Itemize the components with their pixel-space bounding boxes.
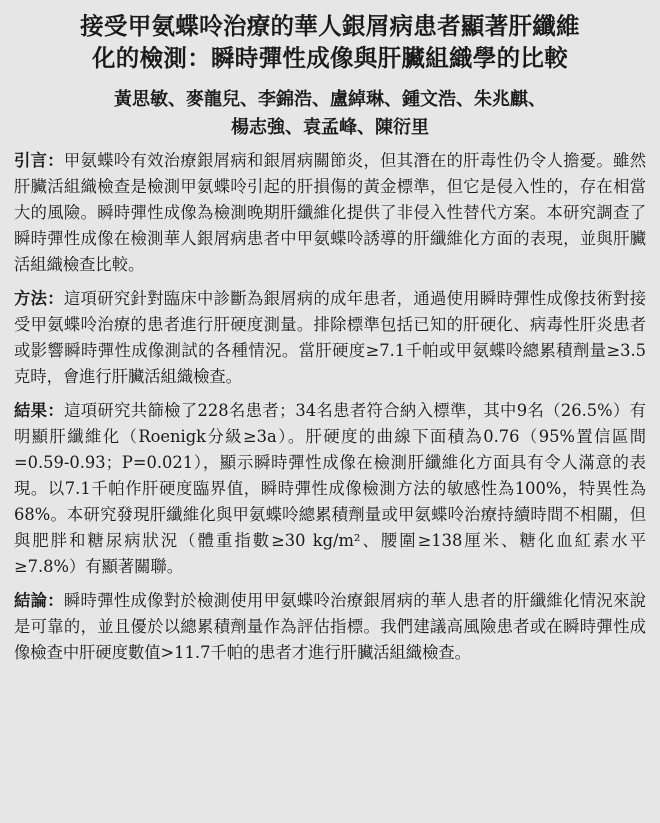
article-title-line-1: 接受甲氨蝶呤治療的華人銀屑病患者顯著肝纖維: [80, 12, 580, 40]
results-section: [14, 398, 646, 580]
introduction-section: [14, 148, 646, 278]
results-text: 這項研究共篩檢了228名患者；34名患者符合納入標準，其中9名（26.5%）有明顯肝纖維化（Roenigk分級≥3a）。肝硬度的曲線下面積為0.76（95%置信區間=0.59-0.93；P=0.021），顯示瞬時彈性成像在檢測肝纖維化方面具有令人滿意的表現。以7.1千帕作肝硬度臨界值，瞬時彈性成像檢測方法的敏感性為100%，特異性為68%。本研究發現肝纖維化與甲氨蝶呤總累積劑量或甲氨蝶呤治療持續時間不相關，但與肥胖和糖尿病狀況（體重指數≥30 kg/m²、腰圍≥138厘米、糖化血紅素水平≥7.8%）有顯著關聯。: [14, 401, 646, 576]
author-list: [14, 86, 646, 142]
methods-label: 方法：: [14, 289, 64, 308]
article-title: [14, 10, 646, 74]
methods-section: [14, 286, 646, 390]
author-list-line-2: 楊志強、袁孟峰、陳衍里: [231, 117, 429, 138]
introduction-label: 引言：: [14, 151, 64, 170]
results-label: 結果：: [14, 401, 65, 420]
conclusion-text: 瞬時彈性成像對於檢測使用甲氨蝶呤治療銀屑病的華人患者的肝纖維化情況來說是可靠的，並且優於以總累積劑量作為評估指標。我們建議高風險患者或在瞬時彈性成像檢查中肝硬度數值>11.7千帕的患者才進行肝臟活組織檢查。: [14, 591, 646, 662]
article-title-line-2: 化的檢測：瞬時彈性成像與肝臟組織學的比較: [92, 44, 568, 72]
methods-text: 這項研究針對臨床中診斷為銀屑病的成年患者，通過使用瞬時彈性成像技術對接受甲氨蝶呤治療的患者進行肝硬度測量。排除標準包括已知的肝硬化、病毒性肝炎患者或影響瞬時彈性成像測試的各種情況。當肝硬度≥7.1千帕或甲氨蝶呤總累積劑量≥3.5克時，會進行肝臟活組織檢查。: [14, 289, 646, 386]
author-list-line-1: 黃思敏、麥龍兒、李錦浩、盧綽琳、鍾文浩、朱兆麒、: [114, 89, 546, 110]
introduction-text: 甲氨蝶呤有效治療銀屑病和銀屑病關節炎，但其潛在的肝毒性仍令人擔憂。雖然肝臟活組織檢查是檢測甲氨蝶呤引起的肝損傷的黃金標準，但它是侵入性的，存在相當大的風險。瞬時彈性成像為檢測晚期肝纖維化提供了非侵入性替代方案。本研究調查了瞬時彈性成像在檢測華人銀屑病患者中甲氨蝶呤誘導的肝纖維化方面的表現，並與肝臟活組織檢查比較。: [14, 151, 646, 274]
conclusion-section: [14, 588, 646, 666]
conclusion-label: 結論：: [14, 591, 64, 610]
